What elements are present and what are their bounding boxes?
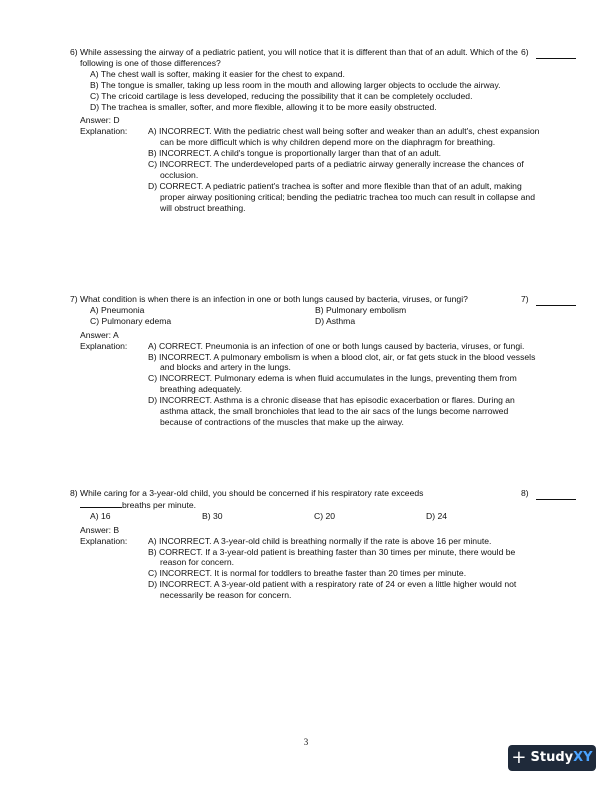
question-number: 7) bbox=[70, 294, 78, 304]
answer-number-7: 7) bbox=[521, 294, 529, 304]
choice-b: B) Pulmonary embolism bbox=[315, 304, 407, 315]
question-stem: What condition is when there is an infection in one or both lungs caused by bacteria, viruses, or fungi? bbox=[80, 294, 468, 304]
stem-part-1: While caring for a 3-year-old child, you should be concerned if his respiratory rate exceeds bbox=[80, 488, 424, 498]
explanation-c: C) INCORRECT. It is normal for toddlers to breathe faster than 20 times per minute. bbox=[148, 568, 467, 579]
explanation-b: B) INCORRECT. A pulmonary embolism is when a blood clot, air, or fat gets stuck in the blood vessels and blocks and artery in the lungs. bbox=[148, 351, 536, 373]
explanation-c: C) INCORRECT. Pulmonary edema is when fluid accumulates in the lungs, preventing them from breathing adequately. bbox=[148, 373, 517, 395]
explanation-block bbox=[80, 341, 542, 428]
choices-grid bbox=[90, 305, 542, 327]
explanation-d: D) INCORRECT. Asthma is a chronic disease that has episodic exacerbation or flares. During an asthma attack, the small bronchioles that lead to the air sacs of the lungs become narrowed because of contractions of the muscles that make up the airway. bbox=[148, 395, 515, 427]
explanation-b: B) INCORRECT. A child's tongue is proportionally larger than that of an adult. bbox=[148, 148, 442, 159]
stem-part-2-row bbox=[80, 499, 542, 511]
explanation-d: D) INCORRECT. A 3-year-old patient with a respiratory rate of 24 or even a little higher would not necessarily be reason for concern. bbox=[148, 579, 517, 601]
choice-d: D) The trachea is smaller, softer, and more flexible, allowing it to be more easily obstructed. bbox=[90, 101, 437, 112]
explanation-a: A) INCORRECT. A 3-year-old child is breathing normally if the rate is above 16 per minute. bbox=[148, 535, 492, 546]
choice-c: C) The cricoid cartilage is less developed, reducing the possibility that it can be completely occluded. bbox=[90, 90, 473, 101]
fill-in-blank bbox=[80, 499, 122, 508]
choice-a: A) Pneumonia bbox=[90, 304, 145, 315]
plus-icon: + bbox=[511, 747, 527, 768]
choice-c: C) 20 bbox=[314, 510, 336, 521]
question-stem: While assessing the airway of a pediatric patient, you will notice that it is different than that of an adult. Which of the following is one of those differences? bbox=[80, 47, 518, 68]
choice-a: A) 16 bbox=[90, 510, 111, 521]
studyxy-logo[interactable] bbox=[508, 745, 596, 771]
answer-line: Answer: B bbox=[80, 524, 120, 535]
explanation-label: Explanation: bbox=[80, 340, 128, 351]
stem-part-2: breaths per minute. bbox=[122, 499, 197, 510]
explanation-a: A) INCORRECT. With the pediatric chest wall being softer and weaker than an adult's, chest expansion can be more difficult which is why children depend more on the diaphragm for breathing. bbox=[148, 126, 540, 148]
explanation-block bbox=[80, 536, 542, 601]
question-7 bbox=[70, 294, 542, 428]
logo-text-main: Study bbox=[530, 749, 574, 765]
choice-d: D) Asthma bbox=[315, 315, 356, 326]
explanation-d: D) CORRECT. A pediatric patient's trachea is softer and more flexible than that of an adult, making proper airway positioning critical; bending the pediatric trachea too much can result in collapse and will obstruct breathing. bbox=[148, 180, 535, 213]
answer-blank-7 bbox=[536, 305, 576, 306]
explanation-a: A) CORRECT. Pneumonia is an infection of one or both lungs caused by bacteria, viruses, or fungi. bbox=[148, 340, 525, 351]
logo-text bbox=[530, 749, 593, 765]
answer-blank-6 bbox=[536, 58, 576, 59]
explanation-block bbox=[80, 126, 542, 213]
explanation-label: Explanation: bbox=[80, 535, 128, 546]
choices-grid bbox=[90, 511, 542, 522]
page-number: 3 bbox=[303, 737, 309, 747]
choice-b: B) The tongue is smaller, taking up less room in the mouth and allowing larger objects to occlude the airway. bbox=[90, 79, 501, 90]
logo-text-accent: XY bbox=[573, 749, 593, 765]
question-8 bbox=[70, 488, 542, 601]
question-number: 8) bbox=[70, 488, 78, 498]
choice-c: C) Pulmonary edema bbox=[90, 315, 172, 326]
explanation-b: B) CORRECT. If a 3-year-old patient is breathing faster than 30 times per minute, there would be reason for concern. bbox=[148, 546, 516, 568]
answer-line: Answer: D bbox=[80, 115, 120, 126]
question-number: 6) bbox=[70, 47, 78, 57]
question-6 bbox=[70, 47, 542, 214]
explanation-label: Explanation: bbox=[80, 126, 128, 137]
answer-blank-8 bbox=[536, 499, 576, 500]
choice-b: B) 30 bbox=[202, 510, 223, 521]
answer-number-6: 6) bbox=[521, 47, 529, 57]
choice-d: D) 24 bbox=[426, 510, 448, 521]
answer-number-8: 8) bbox=[521, 488, 529, 498]
choice-a: A) The chest wall is softer, making it easier for the chest to expand. bbox=[90, 68, 345, 79]
explanation-c: C) INCORRECT. The underdeveloped parts of a pediatric airway generally increase the chances of occlusion. bbox=[148, 159, 524, 180]
answer-line: Answer: A bbox=[80, 329, 119, 340]
question-stem bbox=[80, 488, 542, 511]
